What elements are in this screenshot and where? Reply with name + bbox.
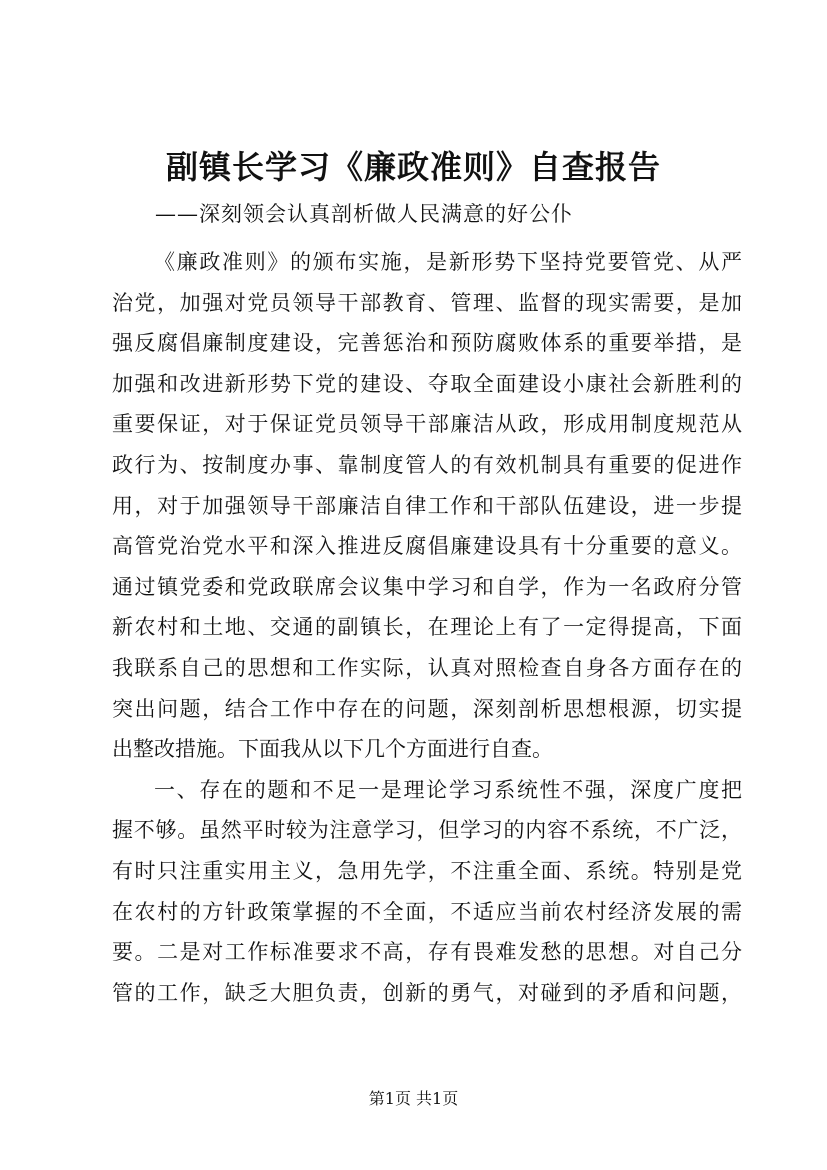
text-line: 高管党治党水平和深入推进反腐倡廉建设具有十分重要的意义。: [112, 534, 742, 559]
document-body: [112, 242, 742, 1013]
text-line: 用，对于加强领导干部廉洁自律工作和干部队伍建设，进一步提: [112, 493, 742, 518]
text-line: 出整改措施。下面我从以下几个方面进行自查。: [112, 737, 553, 762]
text-line: 一、存在的题和不足一是理论学习系统性不强，深度广度把: [154, 777, 742, 802]
text-line: 重要保证，对于保证党员领导干部廉洁从政，形成用制度规范从: [112, 412, 742, 437]
text-line: 《廉政准则》的颁布实施，是新形势下坚持党要管党、从严: [154, 250, 742, 274]
text-line: 通过镇党委和党政联席会议集中学习和自学，作为一名政府分管: [112, 574, 742, 599]
text-line: 要。二是对工作标准要求不高，存有畏难发愁的思想。对自己分: [112, 940, 742, 965]
text-line: 我联系自己的思想和工作实际，认真对照检查自身各方面存在的: [112, 655, 742, 680]
paragraph-1: [112, 242, 742, 770]
document-title: 副镇长学习《廉政准则》自查报告: [165, 148, 661, 186]
paragraph-2: [112, 770, 742, 1014]
text-line: 加强和改进新形势下党的建设、夺取全面建设小康社会新胜利的: [112, 371, 742, 396]
text-line: 治党，加强对党员领导干部教育、管理、监督的现实需要，是加: [112, 290, 742, 315]
page-footer: 第1页 共1页: [368, 1089, 459, 1108]
text-line: 管的工作，缺乏大胆负责，创新的勇气，对碰到的矛盾和问题，: [112, 980, 742, 1005]
text-line: 在农村的方针政策掌握的不全面，不适应当前农村经济发展的需: [112, 899, 742, 924]
text-line: 有时只注重实用主义，急用先学，不注重全面、系统。特别是党: [112, 858, 742, 883]
text-line: 强反腐倡廉制度建设，完善惩治和预防腐败体系的重要举措，是: [112, 331, 742, 356]
document-subtitle: ——深刻领会认真剖析做人民满意的好公仆: [155, 202, 573, 226]
text-line: 新农村和土地、交通的副镇长，在理论上有了一定得提高，下面: [112, 615, 742, 640]
text-line: 政行为、按制度办事、靠制度管人的有效机制具有重要的促进作: [112, 452, 742, 477]
text-line: 握不够。虽然平时较为注意学习，但学习的内容不系统，不广泛，: [112, 818, 742, 843]
text-line: 突出问题，结合工作中存在的问题，深刻剖析思想根源，切实提: [112, 696, 742, 721]
